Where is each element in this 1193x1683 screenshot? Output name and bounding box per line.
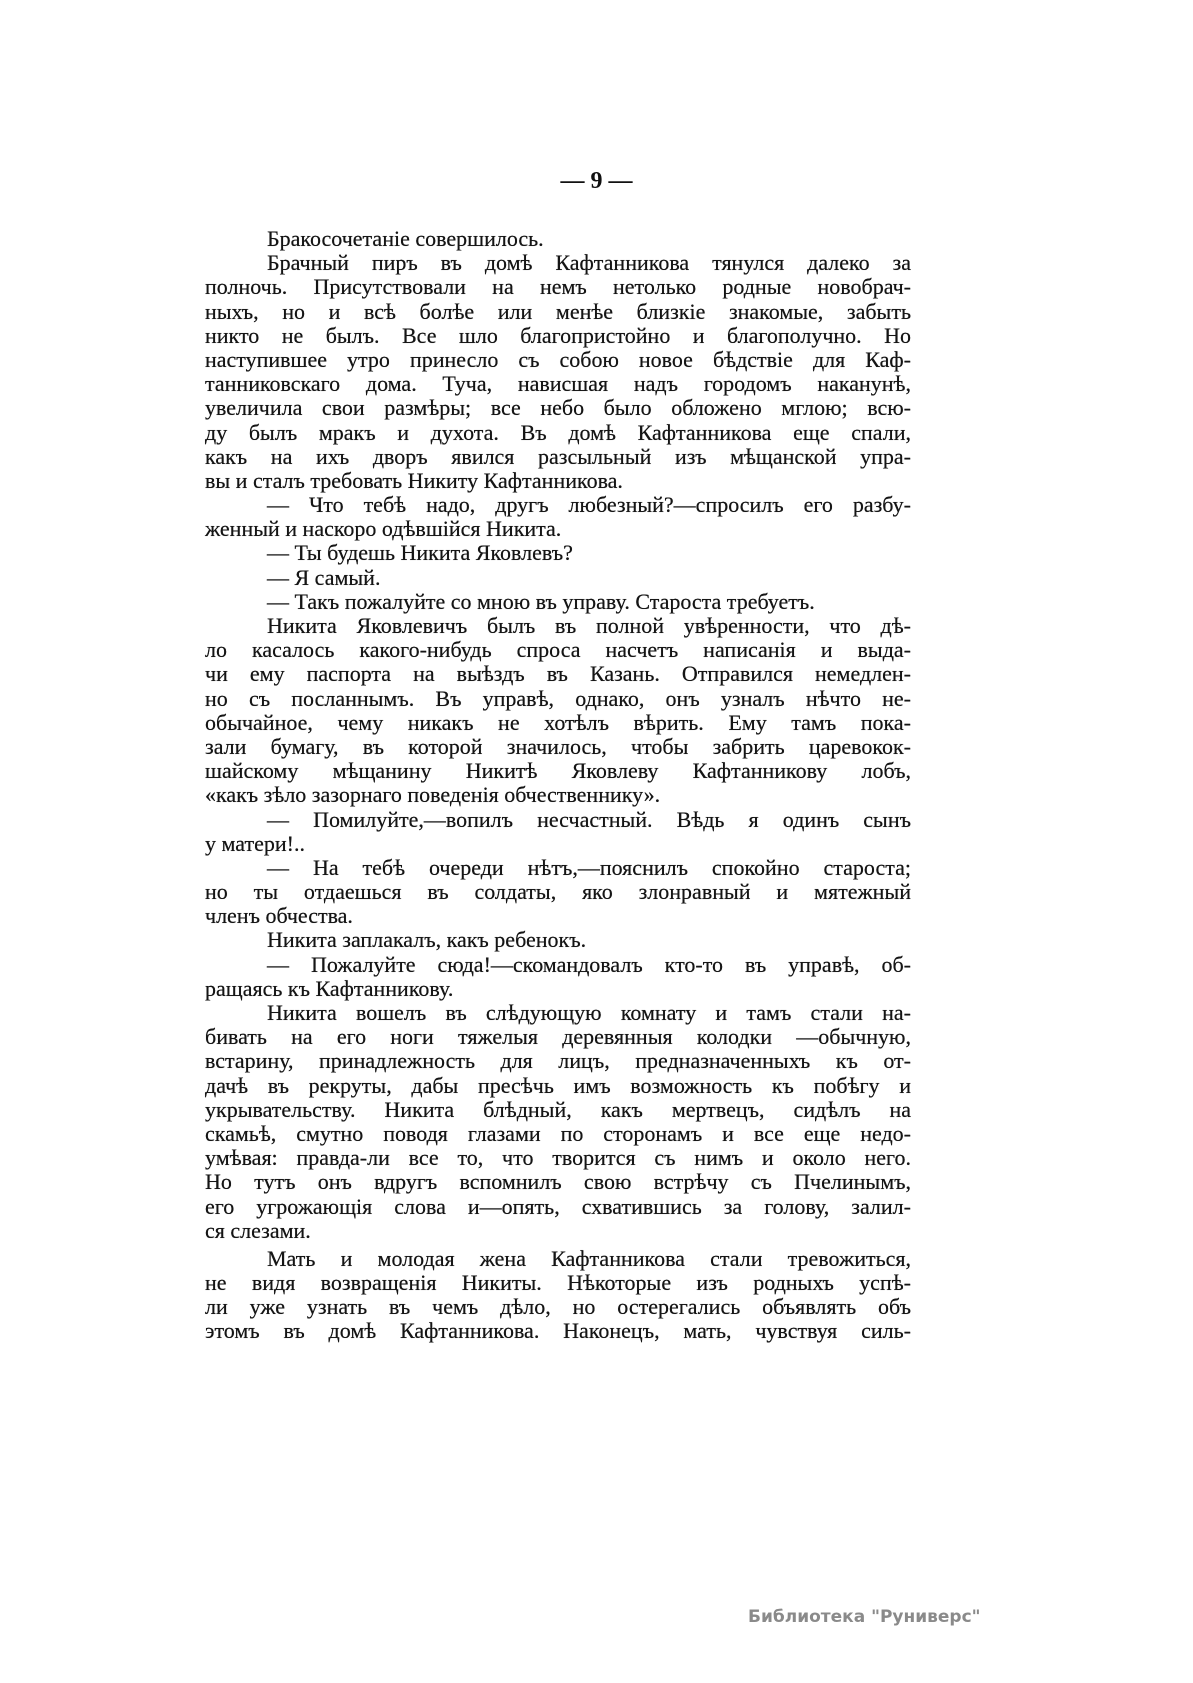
text-line: ращаясь къ Кафтанникову. [205, 975, 454, 1001]
text-line: женный и наскоро одѣвшійся Никита. [205, 516, 562, 542]
text-line: Но тутъ онъ вдругъ вспомнилъ свою встрѣчу съ Пчелинымъ, [205, 1169, 911, 1195]
text-line: его угрожающія слова и—опять, схватившись за голову, залил- [205, 1193, 911, 1219]
text-line: у матери!.. [205, 830, 305, 856]
text-line: членъ обчества. [205, 903, 353, 929]
paragraph [205, 856, 911, 929]
paragraph [205, 614, 911, 808]
text-line: но съ посланнымъ. Въ управѣ, однако, онъ узналъ нѣчто не- [205, 685, 911, 711]
paragraph [205, 227, 911, 251]
text-line: умѣвая: правда-ли все то, что творится съ нимъ и около него. [205, 1145, 911, 1171]
text-line: «какъ зѣло зазорнаго поведенія обчественнику». [205, 782, 661, 808]
text-line: дачѣ въ рекруты, дабы пресѣчь имъ возможность къ побѣгу и [205, 1072, 911, 1098]
text-line: вы и сталъ требовать Никиту Кафтанникова. [205, 467, 623, 493]
text-line: обычайное, чему никакъ не хотѣлъ вѣрить. Ему тамъ пока- [205, 709, 911, 735]
paragraph [205, 1001, 911, 1243]
body-text [205, 227, 911, 1344]
text-line: ду былъ мракъ и духота. Въ домѣ Кафтанникова еще спали, [205, 419, 911, 445]
text-line: ныхъ, но и всѣ болѣе или менѣе близкіе знакомые, забыть [205, 298, 911, 324]
text-line: увеличила свои размѣры; все небо было обложено мглою; всю- [205, 395, 911, 421]
paragraph [205, 566, 911, 590]
page-number: — 9 — [560, 168, 633, 194]
text-line: — Такъ пожалуйте со мною въ управу. Староста требуетъ. [267, 588, 815, 614]
text-line: но ты отдаешься въ солдаты, яко злонравный и мятежный [205, 879, 911, 905]
text-line: какъ на ихъ дворъ явился разсыльный изъ мѣщанской упра- [205, 443, 911, 469]
text-line: никто не былъ. Все шло благопристойно и благополучно. Но [205, 322, 911, 348]
paragraph [205, 928, 911, 952]
text-line: ся слезами. [205, 1217, 311, 1243]
text-line: Никита вошелъ въ слѣдующую комнату и тамъ стали на- [267, 1000, 911, 1025]
paragraph [205, 590, 911, 614]
text-line: укрывательству. Никита блѣдный, какъ мертвецъ, сидѣлъ на [205, 1096, 911, 1122]
text-line: зали бумагу, въ которой значилось, чтобы забрить царевокок- [205, 733, 911, 759]
text-line: бивать на его ноги тяжелыя деревянныя колодки —обычную, [205, 1024, 911, 1050]
paragraph [205, 493, 911, 541]
text-line: полночь. Присутствовали на немъ нетолько родные новобрач- [205, 274, 911, 300]
paragraph [205, 808, 911, 856]
text-line: — Я самый. [267, 564, 381, 590]
text-line: Мать и молодая жена Кафтанникова стали тревожиться, [267, 1245, 911, 1271]
text-line: Никита заплакалъ, какъ ребенокъ. [267, 927, 587, 953]
text-line: Бракосочетаніе совершилось. [267, 226, 544, 251]
text-line: танниковскаго дома. Туча, нависшая надъ городомъ наканунѣ, [205, 371, 911, 397]
text-line: — Ты будешь Никита Яковлевъ? [267, 540, 573, 566]
text-line: — Помилуйте,—вопилъ несчастный. Вѣдь я одинъ сынъ [267, 806, 911, 832]
text-line: ли уже узнать въ чемъ дѣло, но остерегались объявлять объ [205, 1294, 911, 1320]
text-line: не видя возвращенія Никиты. Нѣкоторые изъ родныхъ успѣ- [205, 1270, 911, 1296]
text-line: этомъ въ домѣ Кафтанникова. Наконецъ, мать, чувствуя силь- [205, 1318, 911, 1344]
text-line: наступившее утро принесло съ собою новое бѣдствіе для Каф- [205, 346, 911, 372]
text-line: шайскому мѣщанину Никитѣ Яковлеву Кафтанникову лобъ, [205, 758, 911, 784]
text-line: — Пожалуйте сюда!—скомандовалъ кто-то въ управѣ, об- [267, 951, 911, 977]
text-line: скамьѣ, смутно поводя глазами по сторонамъ и все еще недо- [205, 1120, 911, 1146]
paragraph [205, 1247, 911, 1344]
text-line: — На тебѣ очереди нѣтъ,—пояснилъ спокойно староста; [267, 854, 911, 880]
text-line: Никита Яковлевичъ былъ въ полной увѣренности, что дѣ- [267, 613, 911, 638]
text-line: ло касалось какого-нибудь спроса насчетъ написанія и выда- [205, 637, 911, 663]
paragraph [205, 541, 911, 565]
library-watermark: Библиотека "Руниверс" [748, 1607, 981, 1627]
text-line: — Что тебѣ надо, другъ любезный?—спросилъ его разбу- [267, 492, 911, 518]
paragraph [205, 251, 911, 493]
paragraph [205, 953, 911, 1001]
text-line: встарину, принадлежность для лицъ, предназначенныхъ къ от- [205, 1048, 911, 1074]
text-line: Брачный пиръ въ домѣ Кафтанникова тянулся далеко за [267, 250, 911, 276]
text-line: чи ему паспорта на выѣздъ въ Казань. Отправился немедлен- [205, 661, 911, 687]
